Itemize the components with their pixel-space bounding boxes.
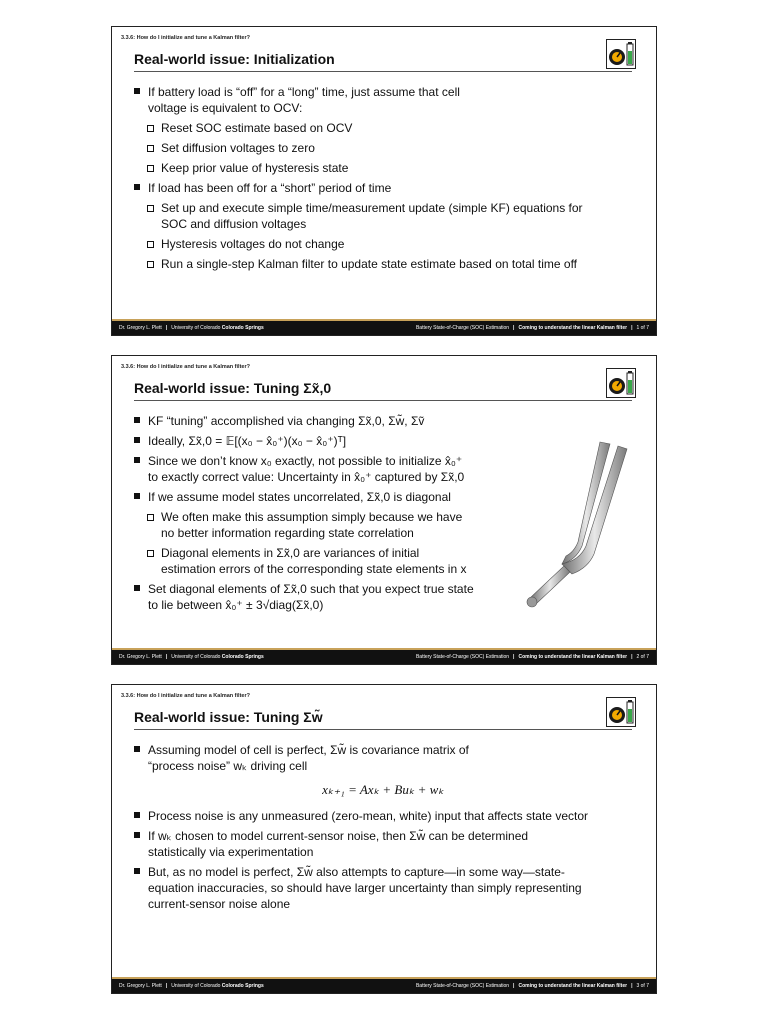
bullet: Assuming model of cell is perfect, Σw̃ is covariance matrix of “process noise” wₖ driving cell bbox=[134, 742, 632, 774]
page-number: 2 of 7 bbox=[636, 654, 649, 660]
slide-body bbox=[134, 742, 632, 916]
title-divider bbox=[134, 71, 632, 72]
bullet: If load has been off for a “short” period of time bbox=[134, 180, 583, 196]
title-divider bbox=[134, 400, 632, 401]
slide-body bbox=[134, 84, 583, 276]
battery-logo-icon bbox=[606, 39, 636, 69]
footer-campus: Colorado Springs bbox=[221, 983, 264, 989]
sub-bullet: Set up and execute simple time/measurement update (simple KF) equations for SOC and diffusion voltages bbox=[134, 200, 583, 232]
bullet: Since we don’t know x₀ exactly, not possible to initialize x̂₀⁺ to exactly correct value: Uncertainty in x̂₀⁺ captured by Σx̃,0 bbox=[134, 453, 474, 485]
footer-university: University of Colorado bbox=[171, 654, 221, 660]
footer-campus: Colorado Springs bbox=[221, 654, 264, 660]
footer-campus: Colorado Springs bbox=[221, 325, 264, 331]
page-number: 3 of 7 bbox=[636, 983, 649, 989]
sub-bullet: Reset SOC estimate based on OCV bbox=[134, 120, 583, 136]
title-divider bbox=[134, 729, 632, 730]
slide-1 bbox=[111, 26, 657, 336]
bullet: Set diagonal elements of Σx̃,0 such that you expect true state to lie between x̂₀⁺ ± 3√diag(Σx̃,0) bbox=[134, 581, 474, 613]
slide-footer: Dr. Gregory L. Plett | University of Colorado Colorado Springs Battery State-of-Charge (SOC) Estimation | Coming to understand the linear Kalman filter | 3 of 7 bbox=[112, 979, 656, 993]
state-equation: xₖ₊₁ = Axₖ + Buₖ + wₖ bbox=[322, 782, 444, 797]
bullet: If wₖ chosen to model current-sensor noise, then Σw̃ can be determined statistically via experimentation bbox=[134, 828, 632, 860]
sub-bullet: We often make this assumption simply because we have no better information regarding state correlation bbox=[134, 509, 474, 541]
footer-university: University of Colorado bbox=[171, 983, 221, 989]
footer-course: Battery State-of-Charge (SOC) Estimation bbox=[415, 983, 510, 989]
footer-lesson: Coming to understand the linear Kalman filter bbox=[518, 325, 628, 331]
slide-footer: Dr. Gregory L. Plett | University of Colorado Colorado Springs Battery State-of-Charge (SOC) Estimation | Coming to understand the linear Kalman filter | 1 of 7 bbox=[112, 321, 656, 335]
breadcrumb: 3.3.6: How do I initialize and tune a Kalman filter? bbox=[121, 35, 250, 41]
slide-title: Real-world issue: Tuning Σw̃ bbox=[134, 709, 323, 725]
footer-university: University of Colorado bbox=[171, 325, 221, 331]
bullet: But, as no model is perfect, Σw̃ also attempts to capture—in some way—state- equation inaccuracies, so should have larger uncertainty than simply representing current-sensor noise alone bbox=[134, 864, 632, 912]
slide-title: Real-world issue: Tuning Σx̃,0 bbox=[134, 380, 332, 396]
footer-author: Dr. Gregory L. Plett bbox=[119, 325, 162, 331]
sub-bullet: Set diffusion voltages to zero bbox=[134, 140, 583, 156]
sub-bullet: Run a single-step Kalman filter to update state estimate based on total time off bbox=[134, 256, 583, 272]
slide-2 bbox=[111, 355, 657, 665]
sub-bullet: Diagonal elements in Σx̃,0 are variances of initial estimation errors of the corresponding state elements in x bbox=[134, 545, 474, 577]
footer-lesson: Coming to understand the linear Kalman filter bbox=[518, 654, 628, 660]
slide-title: Real-world issue: Initialization bbox=[134, 51, 335, 67]
battery-logo-icon bbox=[606, 697, 636, 727]
slide-footer: Dr. Gregory L. Plett | University of Colorado Colorado Springs Battery State-of-Charge (SOC) Estimation | Coming to understand the linear Kalman filter | 2 of 7 bbox=[112, 650, 656, 664]
footer-author: Dr. Gregory L. Plett bbox=[119, 983, 162, 989]
footer-author: Dr. Gregory L. Plett bbox=[119, 654, 162, 660]
slide-3 bbox=[111, 684, 657, 994]
bullet: Ideally, Σx̃,0 = 𝔼[(x₀ − x̂₀⁺)(x₀ − x̂₀⁺)ᵀ] bbox=[134, 433, 474, 449]
sub-bullet: Keep prior value of hysteresis state bbox=[134, 160, 583, 176]
breadcrumb: 3.3.6: How do I initialize and tune a Kalman filter? bbox=[121, 693, 250, 699]
bullet: If battery load is “off” for a “long” time, just assume that cell voltage is equivalent to OCV: bbox=[134, 84, 583, 116]
breadcrumb: 3.3.6: How do I initialize and tune a Kalman filter? bbox=[121, 364, 250, 370]
footer-course: Battery State-of-Charge (SOC) Estimation bbox=[415, 654, 510, 660]
footer-lesson: Coming to understand the linear Kalman filter bbox=[518, 983, 628, 989]
bullet: Process noise is any unmeasured (zero-mean, white) input that affects state vector bbox=[134, 808, 632, 824]
slide-body bbox=[134, 413, 474, 617]
tuning-fork-image bbox=[522, 436, 632, 616]
bullet: KF “tuning” accomplished via changing Σx̃,0, Σw̃, Σṽ bbox=[134, 413, 474, 429]
footer-course: Battery State-of-Charge (SOC) Estimation bbox=[415, 325, 510, 331]
sub-bullet: Hysteresis voltages do not change bbox=[134, 236, 583, 252]
bullet: If we assume model states uncorrelated, Σx̃,0 is diagonal bbox=[134, 489, 474, 505]
page-number: 1 of 7 bbox=[636, 325, 649, 331]
battery-logo-icon bbox=[606, 368, 636, 398]
